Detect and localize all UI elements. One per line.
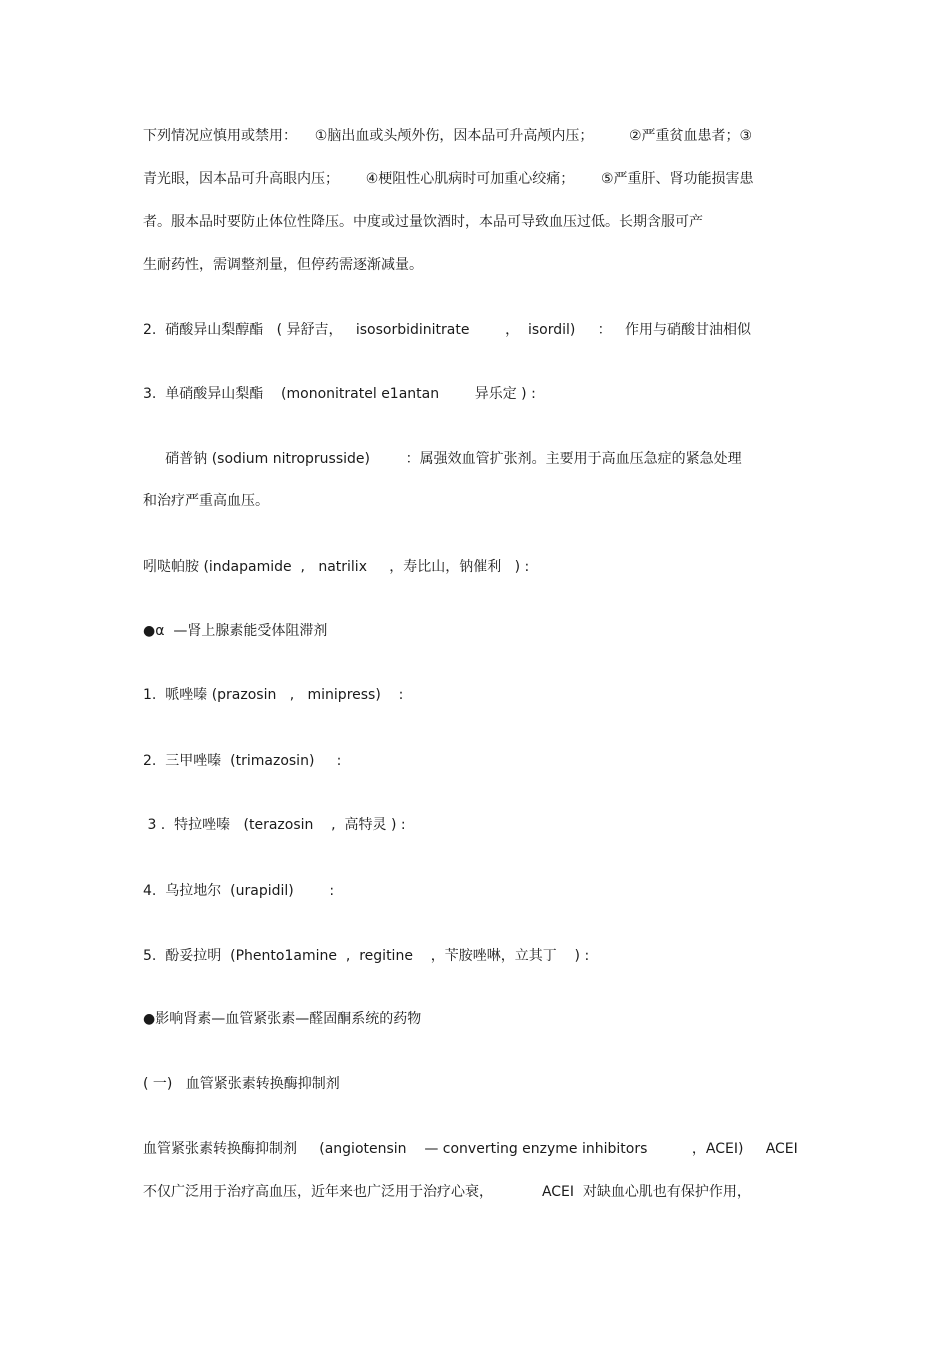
subsection-heading: ( 一) 血管紧张素转换酶抑制剂	[143, 1076, 340, 1092]
text-line: 青光眼，因本品可升高眼内压； ④梗阻性心肌病时可加重心绞痛； ⑤严重肝、肾功能损害患	[143, 171, 754, 187]
section-heading: ●影响肾素—血管紧张素—醛固酮系统的药物	[143, 1011, 422, 1027]
text-line: 和治疗严重高血压。	[143, 493, 269, 509]
text-line: 下列情况应慎用或禁用： ①脑出血或头颅外伤，因本品可升高颅内压； ②严重贫血患者；③	[143, 128, 753, 144]
text-line: 不仅广泛用于治疗高血压，近年来也广泛用于治疗心衰， ACEI 对缺血心肌也有保护作用，	[143, 1184, 751, 1200]
list-item: 2. 三甲唑嗪 (trimazosin) :	[143, 753, 342, 769]
list-item: 1. 哌唑嗪 (prazosin , minipress) :	[143, 687, 404, 703]
text-line: 生耐药性，需调整剂量，但停药需逐渐减量。	[143, 257, 423, 273]
text-line: 硝普钠 (sodium nitroprusside) ：属强效血管扩张剂。主要用于高血压急症的紧急处理	[143, 451, 742, 467]
text-line: 血管紧张素转换酶抑制剂 (angiotensin — converting enzyme inhibitors ，ACEI) ACEI	[143, 1141, 798, 1157]
section-heading: ●α —肾上腺素能受体阻滞剂	[143, 623, 328, 639]
text-line: 2. 硝酸异山梨醇酯 ( 异舒吉， isosorbidinitrate ， isordil) ： 作用与硝酸甘油相似	[143, 322, 751, 338]
list-item: 3 . 特拉唑嗪 (terazosin , 高特灵 ) :	[143, 817, 406, 833]
list-item: 4. 乌拉地尔 (urapidil) :	[143, 883, 335, 899]
text-line: 者。服本品时要防止体位性降压。中度或过量饮酒时，本品可导致血压过低。长期含服可产	[143, 214, 703, 230]
text-line: 3. 单硝酸异山梨酯 (mononitratel e1antan 异乐定 ) :	[143, 386, 536, 402]
list-item: 5. 酚妥拉明 (Phento1amine , regitine ，苄胺唑啉，立其丁 ) :	[143, 948, 590, 964]
text-line: 吲哒帕胺 (indapamide , natrilix ，寿比山，钠催利 ) :	[143, 559, 530, 575]
